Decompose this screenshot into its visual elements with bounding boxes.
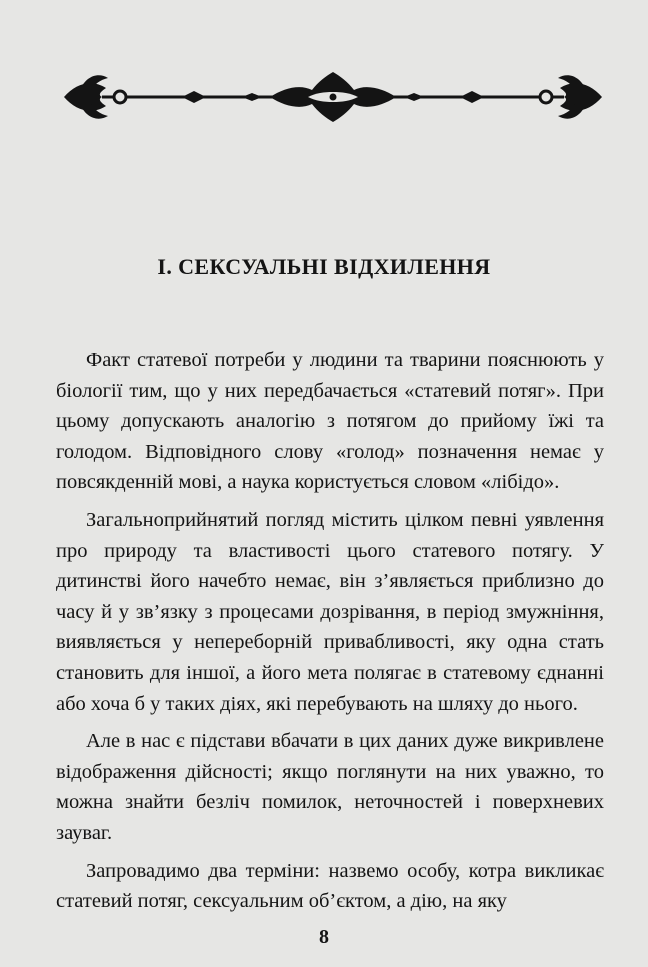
paragraph: Запровадимо два терміни: назвемо особу, котра викликає статевий потяг, сексуальним об’єктом, а дію, на яку bbox=[56, 859, 604, 913]
paragraph: Факт статевої потреби у людини та тварини пояснюють у біології тим, що у них передбачається «статевий потяг». При цьому допускають аналогію з потягом до прийому їжі та голодом. Відповідного слову «голод» позначення немає у повсякденній мові, а наука користується словом «лібідо». bbox=[56, 349, 604, 494]
chapter-title: I. СЕКСУАЛЬНІ ВІДХИЛЕННЯ bbox=[157, 254, 491, 279]
paragraph: Загальноприйнятий погляд містить цілком певні уявлення про природу та властивості цього статевого потягу. У дитинстві його начебто немає, він з’являється приблизно до часу й у зв’язку з процесами дозрівання, в період змужніння, виявляється у непереборній привабливості, яку одна стать становить для іншої, а його мета полягає в статевому єднанні або хоча б у таких діях, які перебувають на шляху до нього. bbox=[56, 508, 604, 715]
body-text bbox=[56, 345, 604, 917]
page-number: 8 bbox=[319, 926, 329, 948]
decorative-ornament-divider bbox=[62, 66, 604, 124]
paragraph: Але в нас є підстави вбачати в цих даних дуже викривлене відображення дійсності; якщо поглянути на них уважно, то можна знайти безліч помилок, неточностей і поверхневих зауваг. bbox=[56, 730, 604, 844]
